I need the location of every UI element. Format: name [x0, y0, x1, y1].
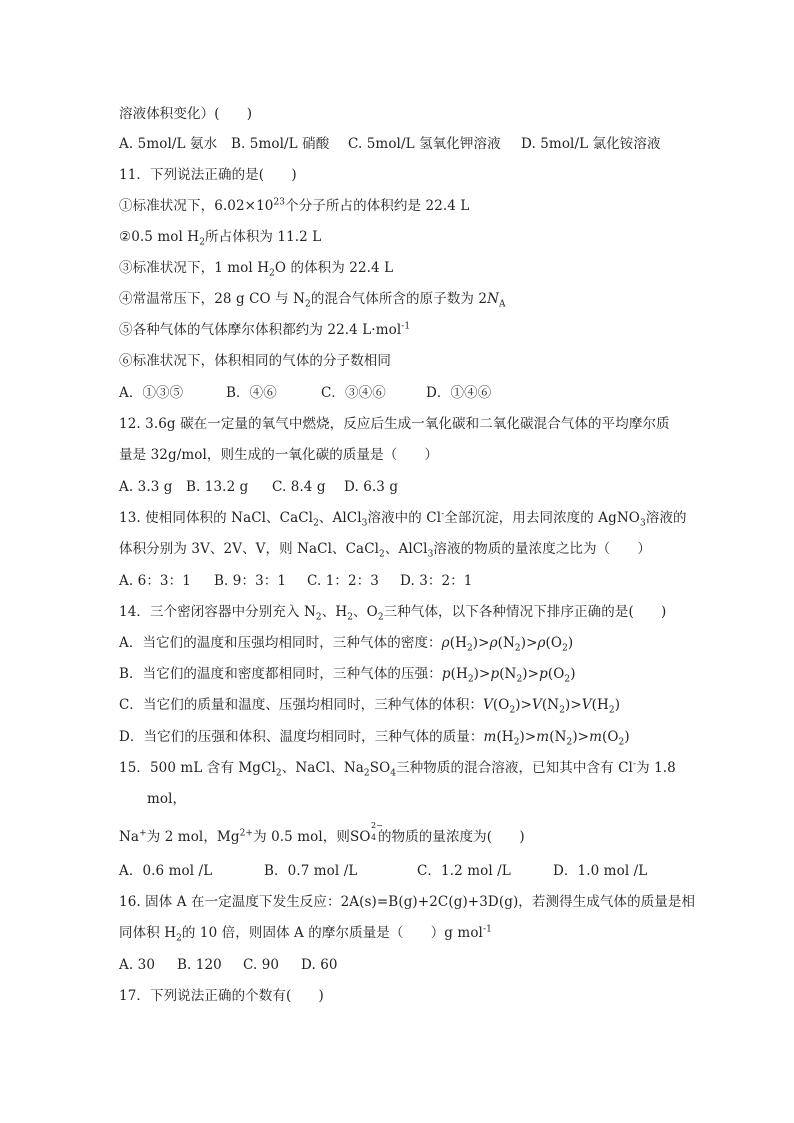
q11-option-d: D．①④⑥	[426, 385, 492, 401]
q13-option-b: B. 9：3：1	[214, 573, 287, 589]
sulfate-ion-formula: SO 2− 4	[349, 821, 383, 845]
q15-stem-line-3: Na+为 2 mol，$Mg^{2+}$为 0.5 mol，则SO 2− 4 的物质的量浓度为( )	[119, 821, 525, 845]
q12-option-b: B. 13.2 g	[186, 479, 249, 495]
q12-stem-line-2: 量是 32g/mol，则生成的一氧化碳的质量是（ ）	[119, 447, 439, 463]
q16-stem-line-2: 同体积 $H_2$的 10 倍，则固体 A 的摩尔质量是（ ）g mol$^{-1}$	[119, 924, 492, 944]
q15-option-d: D．1.0 mol /L	[553, 863, 648, 879]
q16-options	[119, 956, 359, 974]
q13-option-c: C. 1：2：3	[307, 573, 379, 589]
q12-option-a: A. 3.3 g	[119, 479, 173, 495]
q10-options	[119, 135, 679, 153]
q14-option-d: D．当它们的压强和体积、温度均相同时，三种气体的质量：$m(H_2)>m(N_2)>m(O_2)$	[119, 729, 630, 748]
q14-option-b: B．当它们的温度和密度都相同时，三种气体的压强：$p(H_2)>p(N_2)>p(O_2)$	[119, 666, 576, 685]
q10-option-b: B. 5mol/L 硝酸	[231, 136, 330, 152]
q11-statement-4: ④常温常压下，28 g CO 与 $N_2$的混合气体所含的原子数为 $2N_A$	[119, 291, 506, 310]
q10-stem-tail: 溶液体积变化）( )	[119, 106, 253, 122]
q11-statement-5: ⑤各种气体的气体摩尔体积都约为 22.4 L·mol$^{-1}$	[119, 321, 411, 338]
q11-stem: 11．下列说法正确的是( )	[119, 167, 297, 183]
q11-option-b: B．④⑥	[226, 385, 277, 401]
q13-stem-line-1: 13. 使相同体积的 NaCl、CaCl$_2$、AlCl$_3$溶液中的 Cl-全部沉淀，用去同浓度的 AgNO$_3$溶液的	[119, 509, 687, 529]
q15-options	[119, 862, 659, 880]
q16-option-b: B. 120	[177, 957, 222, 973]
q16-option-a: A. 30	[119, 957, 156, 973]
q10-option-a: A. 5mol/L 氨水	[119, 136, 218, 152]
q16-option-c: C. 90	[243, 957, 280, 973]
q11-statement-1: ①标准状况下，$6.02\times 10^{23}$个分子所占的体积约是 22.4 L	[119, 197, 470, 214]
q14-option-c: C．当它们的质量和温度、压强均相同时，三种气体的体积：$V(O_2)>V(N_2)>V(H_2)$	[119, 697, 621, 716]
q11-statement-3: ③标准状况下，1 mol $H_2O$ 的体积为 22.4 L	[119, 260, 394, 279]
q13-option-d: D. 3：2：1	[400, 573, 473, 589]
q11-statement-6: ⑥标准状况下，体积相同的气体的分子数相同	[119, 353, 391, 369]
q16-option-d: D. 60	[301, 957, 338, 973]
q13-options	[119, 572, 479, 590]
q12-option-d: D. 6.3 g	[344, 479, 399, 495]
q12-options	[119, 478, 419, 496]
q15-option-a: A．0.6 mol /L	[119, 863, 213, 879]
q15-option-c: C．1.2 mol /L	[417, 863, 511, 879]
q15-option-b: B．0.7 mol /L	[264, 863, 358, 879]
q11-options	[119, 384, 539, 402]
q11-option-c: C．③④⑥	[321, 385, 386, 401]
q17-stem: 17．下列说法正确的个数有( )	[119, 988, 324, 1004]
q10-option-c: C. 5mol/L 氢氧化钾溶液	[348, 136, 501, 152]
q12-option-c: C. 8.4 g	[272, 479, 326, 495]
q16-stem-line-1: 16. 固体 A 在一定温度下发生反应：2A(s)=B(g)+2C(g)+3D(g)，若测得生成气体的质量是相	[119, 894, 696, 910]
q15-stem-line-1: 15．500 mL 含有 MgCl$_2$、NaCl、$Na_2SO_4$三种物质的混合溶液，已知其中含有 Cl-为 1.8	[119, 759, 676, 779]
q12-stem-line-1: 12. 3.6g 碳在一定量的氧气中燃烧，反应后生成一氧化碳和二氧化碳混合气体的平均摩尔质	[119, 416, 670, 432]
q13-stem-line-2: 体积分别为 3V、2V、V，则 NaCl、CaCl$_2$、AlCl$_3$溶液的物质的量浓度之比为（ ）	[119, 541, 652, 560]
q10-option-d: D. 5mol/L 氯化铵溶液	[521, 136, 661, 152]
q11-statement-2: ②0.5 mol $H_2$所占体积为 11.2 L	[119, 229, 322, 248]
q15-stem-line-2: mol，	[147, 791, 187, 807]
q13-option-a: A. 6：3：1	[119, 573, 191, 589]
q11-option-a: A．①③⑤	[119, 385, 184, 401]
q14-stem: 14．三个密闭容器中分别充入 $N_2$、$H_2$、$O_2$三种气体，以下各种情况下排序正确的是( )	[119, 604, 667, 623]
q14-option-a: A．当它们的温度和压强均相同时，三种气体的密度：$\rho(H_2)>\rho(N_2)>\rho(O_2)$	[119, 635, 574, 654]
